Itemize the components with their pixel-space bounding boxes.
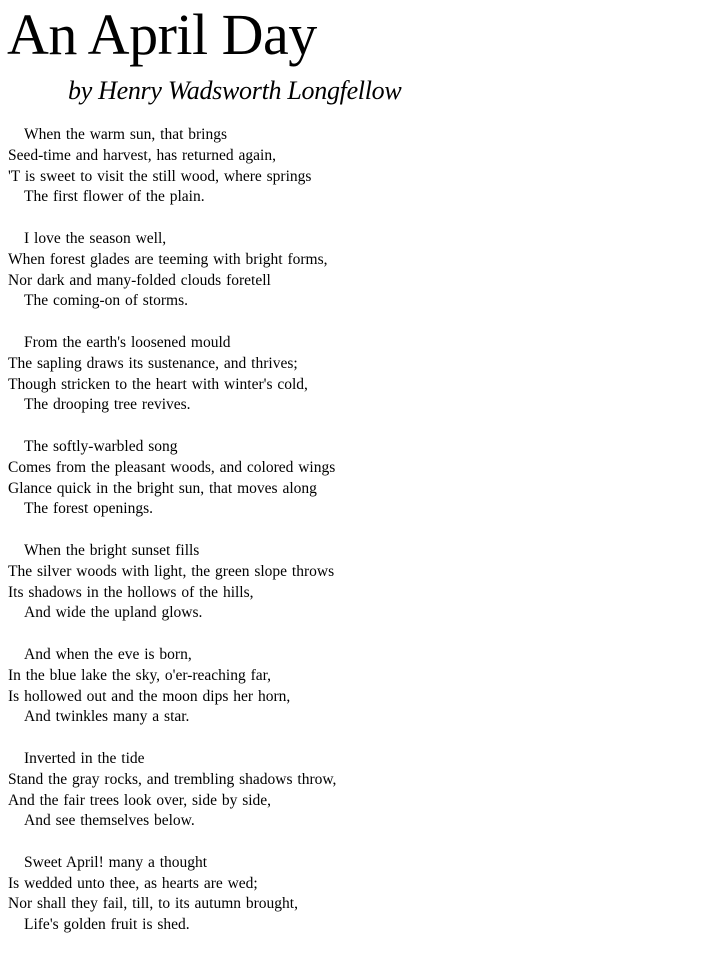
poem-line: The silver woods with light, the green slope throws <box>8 562 335 580</box>
poem-line: Though stricken to the heart with winter's cold, <box>8 375 308 393</box>
poem-line: The drooping tree revives. <box>24 396 191 414</box>
poem-line: And the fair trees look over, side by side, <box>8 791 272 809</box>
stanza-8 <box>8 853 708 936</box>
poem-line: And when the eve is born, <box>24 645 192 663</box>
poem-line: Nor shall they fail, till, to its autumn brought, <box>8 895 298 913</box>
poem-line: When the warm sun, that brings <box>24 126 228 143</box>
poem-line: The coming-on of storms. <box>24 292 189 310</box>
stanza-3 <box>8 333 708 416</box>
poem-line: Nor dark and many-folded clouds foretell <box>8 271 271 289</box>
poem-line: Glance quick in the bright sun, that moves along <box>8 479 317 497</box>
poem-line: And see themselves below. <box>24 812 195 830</box>
poem-line: The forest openings. <box>24 500 153 518</box>
poem-line: And wide the upland glows. <box>24 604 203 622</box>
poem-line: Seed-time and harvest, has returned again, <box>8 146 276 164</box>
poem-line: Is hollowed out and the moon dips her horn, <box>8 687 291 705</box>
poem-line: I love the season well, <box>24 229 167 247</box>
poem-line: Life's golden fruit is shed. <box>24 916 190 934</box>
poem-line: From the earth's loosened mould <box>24 333 231 351</box>
stanza-1 <box>8 125 708 208</box>
poem-line: When forest glades are teeming with bright forms, <box>8 250 328 268</box>
poem-line: The first flower of the plain. <box>24 188 205 206</box>
stanza-2 <box>8 229 708 312</box>
poem-line: Stand the gray rocks, and trembling shadows throw, <box>8 770 337 788</box>
poem-line: Inverted in the tide <box>24 749 145 767</box>
stanza-6 <box>8 645 708 728</box>
poem-line: Its shadows in the hollows of the hills, <box>8 583 254 601</box>
stanza-7 <box>8 749 708 832</box>
poem-line: Is wedded unto thee, as hearts are wed; <box>8 874 258 892</box>
poem-line: Comes from the pleasant woods, and colored wings <box>8 458 336 476</box>
stanza-5 <box>8 541 708 624</box>
poem-line: The softly-warbled song <box>24 437 178 455</box>
stanza-4 <box>8 437 708 520</box>
poem-line: When the bright sunset fills <box>24 541 200 559</box>
poem-line: 'T is sweet to visit the still wood, where springs <box>8 167 312 185</box>
poem-line: The sapling draws its sustenance, and thrives; <box>8 354 298 372</box>
poem-line: And twinkles many a star. <box>24 708 190 726</box>
poem-line: Sweet April! many a thought <box>24 853 208 871</box>
poem-byline: by Henry Wadsworth Longfellow <box>68 76 402 105</box>
poem-line: In the blue lake the sky, o'er-reaching far, <box>8 666 272 684</box>
poem-title: An April Day <box>7 2 317 67</box>
poem-body <box>8 125 708 957</box>
